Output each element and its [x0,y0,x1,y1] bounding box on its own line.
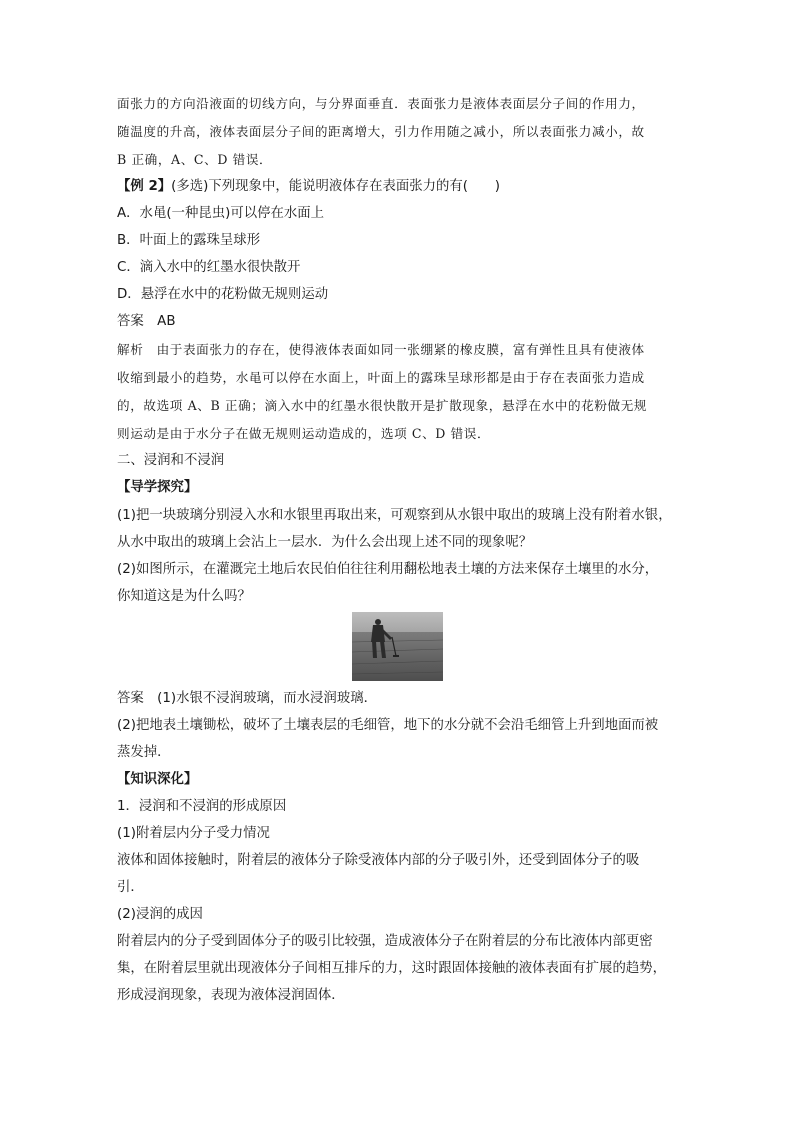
option-d: D．悬浮在水中的花粉做无规则运动 [117,287,329,302]
explanation-line-3: B 正确，A、C、D 错误． [117,152,273,167]
analysis-line-3: 的，故选项 A、B 正确；滴入水中的红墨水很快散开是扩散现象，悬浮在水中的花粉做无规 [117,398,648,413]
knowledge-subpoint-1: (1)附着层内分子受力情况 [117,826,270,841]
knowledge-deepening-heading: 【知识深化】 [117,772,198,787]
question-1-line-1: (1)把一块玻璃分别浸入水和水银里再取出来，可观察到从水银中取出的玻璃上没有附着水银， [117,508,672,523]
knowledge-text-1-line-2: 引． [117,880,144,895]
question-2-line-2: 你知道这是为什么吗？ [117,589,251,604]
farmer-hoeing-photo [352,612,443,681]
option-b: B．叶面上的露珠呈球形 [117,233,261,248]
answer-line: 答案 AB [117,314,176,329]
question-1-line-2: 从水中取出的玻璃上会沾上一层水．为什么会出现上述不同的现象呢？ [117,535,533,550]
example-2-tag: 【例 2】 [117,179,172,194]
farmer-photo-illustration [352,612,443,681]
knowledge-text-2-line-1: 附着层内的分子受到固体分子的吸引比较强，造成液体分子在附着层的分布比液体内部更密 [117,934,653,949]
analysis-line-1: 解析 由于表面张力的存在，使得液体表面如同一张绷紧的橡皮膜，富有弹性且具有使液体 [117,342,645,357]
example-2-stem: (多选)下列现象中，能说明液体存在表面张力的有( ) [171,179,501,194]
example-2-question [117,177,500,197]
knowledge-point-1: 1．浸润和不浸润的形成原因 [117,799,287,814]
question-2-line-1: (2)如图所示，在灌溉完土地后农民伯伯往往利用翻松地表土壤的方法来保存土壤里的水分， [117,562,659,577]
analysis-line-2: 收缩到最小的趋势，水黾可以停在水面上，叶面上的露珠呈球形都是由于存在表面张力造成 [117,370,645,385]
knowledge-text-1-line-1: 液体和固体接触时，附着层的液体分子除受液体内部的分子吸引外，还受到固体分子的吸 [117,853,640,868]
answer-1: 答案 (1)水银不浸润玻璃，而水浸润玻璃． [117,691,377,706]
answer-2-line-2: 蒸发掉． [117,745,171,760]
option-a: A．水黾(一种昆虫)可以停在水面上 [117,206,325,221]
answer-2-line-1: (2)把地表土壤锄松，破坏了土壤表层的毛细管，地下的水分就不会沿毛细管上升到地面而被 [117,718,659,733]
explanation-line-2: 随温度的升高，液体表面层分子间的距离增大，引力作用随之减小，所以表面张力减小，故 [117,124,645,139]
knowledge-subpoint-2: (2)浸润的成因 [117,907,203,922]
option-c: C．滴入水中的红墨水很快散开 [117,260,301,275]
analysis-line-4: 则运动是由于水分子在做无规则运动造成的，选项 C、D 错误． [117,426,491,441]
knowledge-text-2-line-2: 集，在附着层里就出现液体分子间相互排斥的力，这时跟固体接触的液体表面有扩展的趋势， [117,961,667,976]
section-heading: 二、浸润和不浸润 [117,453,225,468]
knowledge-text-2-line-3: 形成浸润现象，表现为液体浸润固体． [117,988,345,1003]
guided-inquiry-heading: 【导学探究】 [117,480,198,495]
explanation-line-1: 面张力的方向沿液面的切线方向，与分界面垂直．表面张力是液体表面层分子间的作用力， [117,96,645,111]
